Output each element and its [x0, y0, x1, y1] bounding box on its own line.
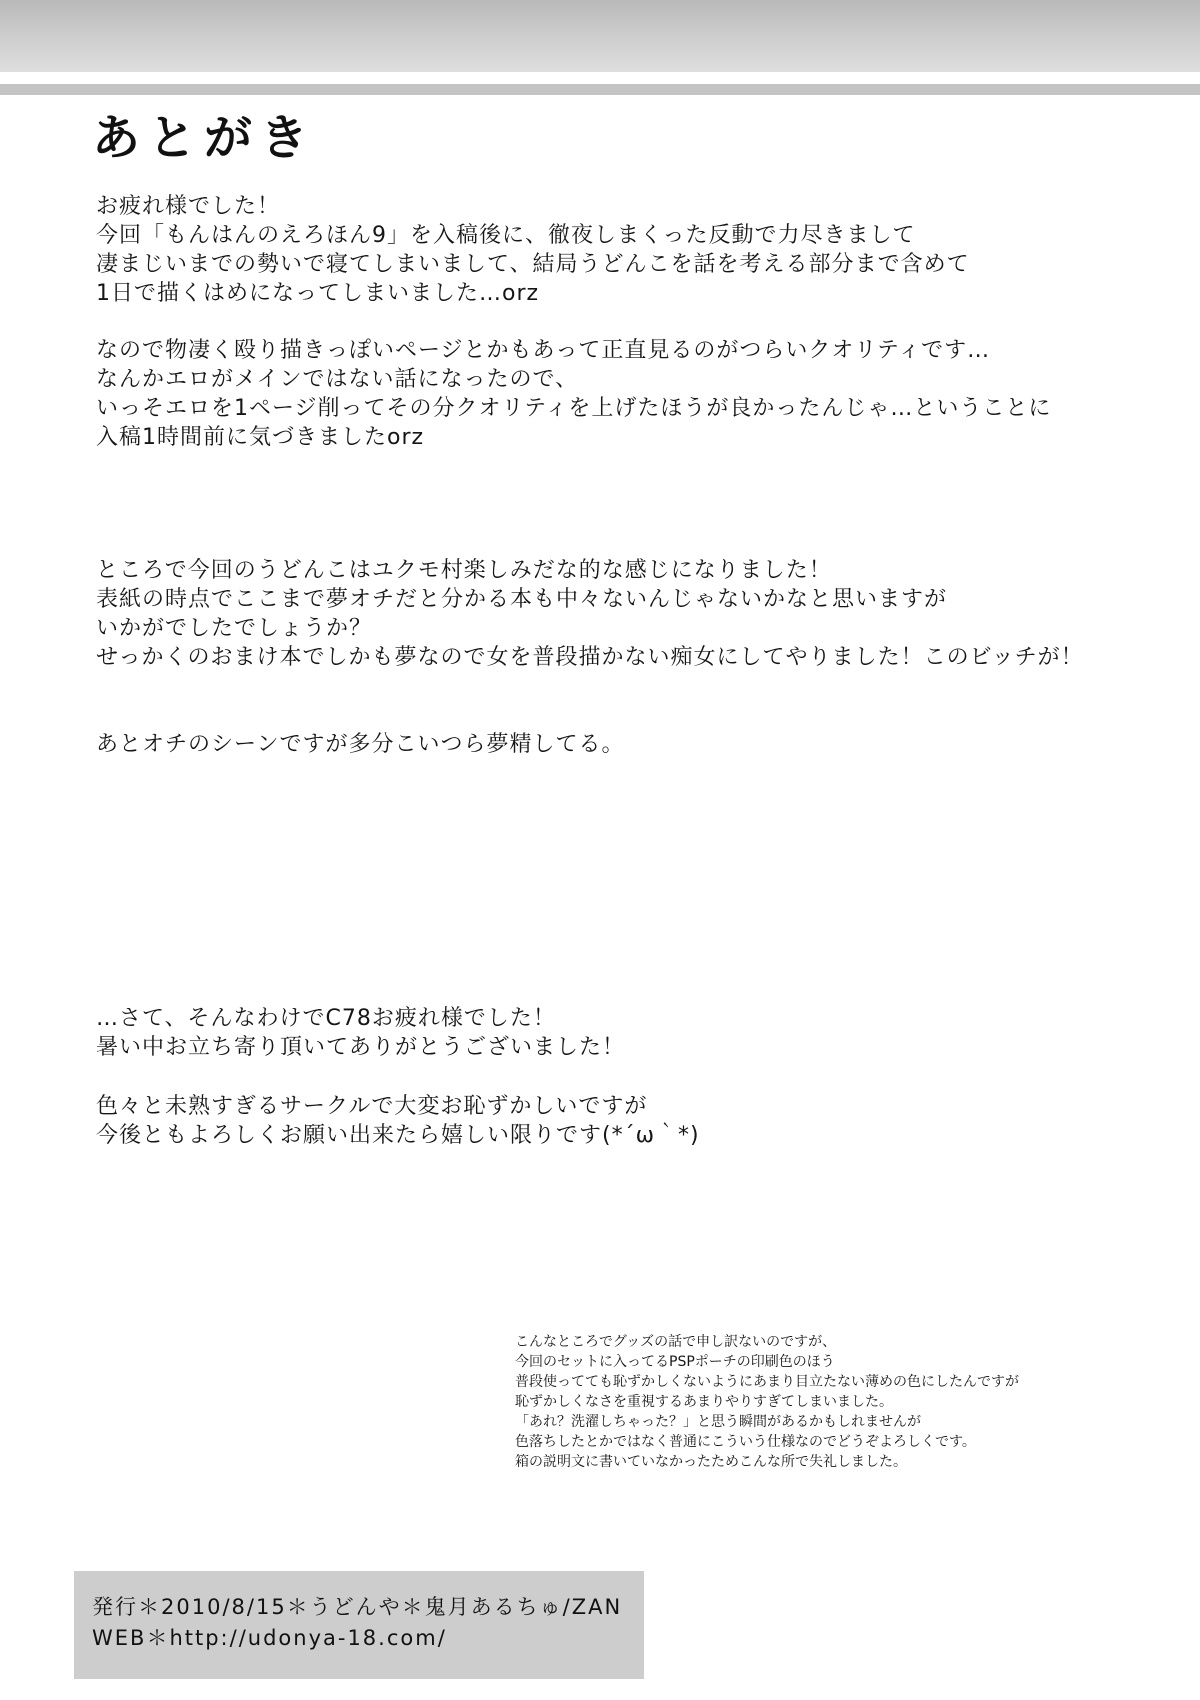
header-divider	[0, 84, 1200, 95]
note-line: こんなところでグッズの話で申し訳ないのですが、	[515, 1334, 837, 1350]
paragraph-line: …さて、そんなわけでC78お疲れ様でした！	[96, 1006, 556, 1031]
paragraph-line: せっかくのおまけ本でしかも夢なので女を普段描かない痴女にしてやりました！このビッチが！	[96, 645, 1084, 670]
paragraph-line: 入稿1時間前に気づきましたorz	[96, 425, 425, 450]
paragraph-line: 暑い中お立ち寄り頂いてありがとうございました！	[96, 1035, 626, 1060]
paragraph-line: 今後ともよろしくお願い出来たら嬉しい限りです(*´ω｀*)	[96, 1123, 700, 1148]
goods-note	[515, 1332, 1155, 1472]
paragraph-line: ところで今回のうどんこはユクモ村楽しみだな的な感じになりました！	[96, 558, 832, 583]
paragraph-line: なんかエロがメインではない話になったので、	[96, 367, 579, 392]
paragraph-line: いっそエロを1ページ削ってその分クオリティを上げたほうが良かったんじゃ…ということに	[96, 396, 1052, 421]
paragraph-2	[96, 336, 1156, 452]
note-line: 箱の説明文に書いていなかったためこんな所で失礼しました。	[515, 1454, 907, 1470]
paragraph-line: なので物凄く殴り描きっぽいページとかもあって正直見るのがつらいクオリティです…	[96, 338, 991, 363]
paragraph-6	[96, 1092, 1156, 1150]
note-line: 色落ちしたとかではなく普通にこういう仕様なのでどうぞよろしくです。	[515, 1434, 976, 1450]
colophon-box	[74, 1571, 644, 1679]
paragraph-line: 凄まじいまでの勢いで寝てしまいまして、結局うどんこを話を考える部分まで含めて	[96, 252, 970, 277]
paragraph-1	[96, 192, 1156, 308]
colophon-web: WEB＊http://udonya-18.com/	[92, 1626, 447, 1650]
paragraph-line: あとオチのシーンですが多分こいつら夢精してる。	[96, 732, 625, 757]
paragraph-line: 1日で描くはめになってしまいました…orz	[96, 281, 540, 306]
note-line: 恥ずかしくなさを重視するあまりやりすぎてしまいました。	[515, 1394, 893, 1410]
paragraph-5	[96, 1004, 1156, 1062]
paragraph-line: いかがでしたでしょうか？	[96, 616, 373, 641]
paragraph-line: 色々と未熟すぎるサークルで大変お恥ずかしいですが	[96, 1094, 648, 1119]
note-line: 普段使ってても恥ずかしくないようにあまり目立たない薄めの色にしたんですが	[515, 1374, 1019, 1390]
paragraph-4	[96, 730, 1156, 759]
paragraph-line: 表紙の時点でここまで夢オチだと分かる本も中々ないんじゃないかなと思いますが	[96, 587, 948, 612]
paragraph-3	[96, 556, 1156, 672]
top-gray-band	[0, 0, 1200, 72]
paragraph-line: 今回「もんはんのえろほん9」を入稿後に、徹夜しまくった反動で力尽きまして	[96, 223, 916, 248]
note-line: 今回のセットに入ってるPSPポーチの印刷色のほう	[515, 1354, 835, 1370]
paragraph-line: お疲れ様でした！	[96, 194, 281, 219]
page-title: あとがき	[92, 110, 317, 166]
colophon-publish: 発行＊2010/8/15＊うどんや＊鬼月あるちゅ/ZAN	[92, 1595, 623, 1619]
note-line: 「あれ？洗濯しちゃった？」と思う瞬間があるかもしれませんが	[515, 1414, 921, 1430]
